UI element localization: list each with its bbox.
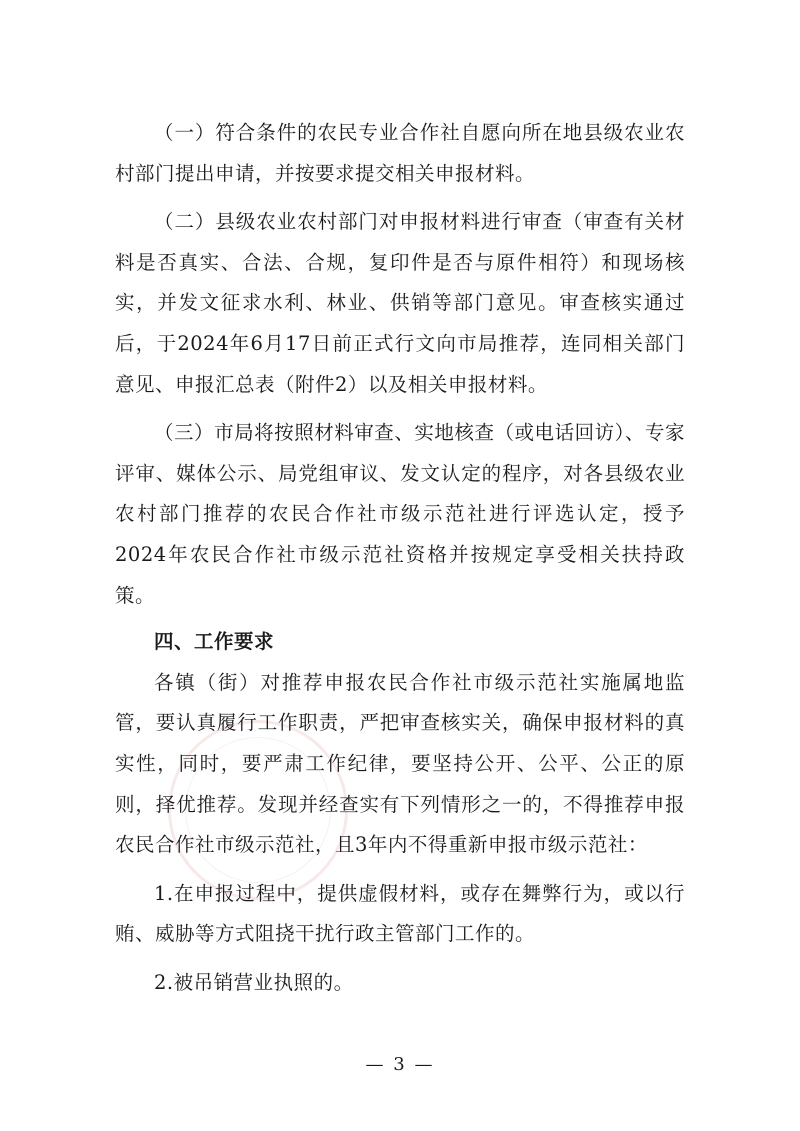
paragraph-requirements-intro: 各镇（街）对推荐申报农民合作社市级示范社实施属地监管，要认真履行工作职责，严把审查核实关，确保申报材料的真实性，同时，要严肃工作纪律，要坚持公开、公平、公正的原则，择优推荐。发现并经查实有下列情形之一的，不得推荐申报农民合作社市级示范社，且3年内不得重新申报市级示范社：: [115, 670, 685, 857]
paragraph-step-two: （二）县级农业农村部门对申报材料进行审查（审查有关材料是否真实、合法、合规，复印件是否与原件相符）和现场核实，并发文征求水利、林业、供销等部门意见。审查核实通过后，于2024年6月17日前正式行文向市局推荐，连同相关部门意见、申报汇总表（附件2）以及相关申报材料。: [115, 210, 685, 396]
paragraph-requirement-item-2: 2.被吊销营业执照的。: [154, 970, 354, 994]
section-heading-work-requirements: 四、工作要求: [154, 630, 275, 654]
paragraph-step-one: （一）符合条件的农民专业合作社自愿向所在地县级农业农村部门提出申请，并按要求提交相关申报材料。: [115, 121, 685, 185]
page-number: — 3 —: [365, 1054, 435, 1075]
paragraph-step-three: （三）市局将按照材料审查、实地核查（或电话回访）、专家评审、媒体公示、局党组审议、发文认定的程序，对各县级农业农村部门推荐的农民合作社市级示范社进行评选认定，授予2024年农民合作社市级示范社资格并按规定享受相关扶持政策。: [115, 421, 685, 607]
document-body: [115, 113, 685, 1003]
paragraph-requirement-item-1: 1.在申报过程中，提供虚假材料，或存在舞弊行为，或以行贿、威胁等方式阻挠干扰行政主管部门工作的。: [115, 881, 685, 946]
